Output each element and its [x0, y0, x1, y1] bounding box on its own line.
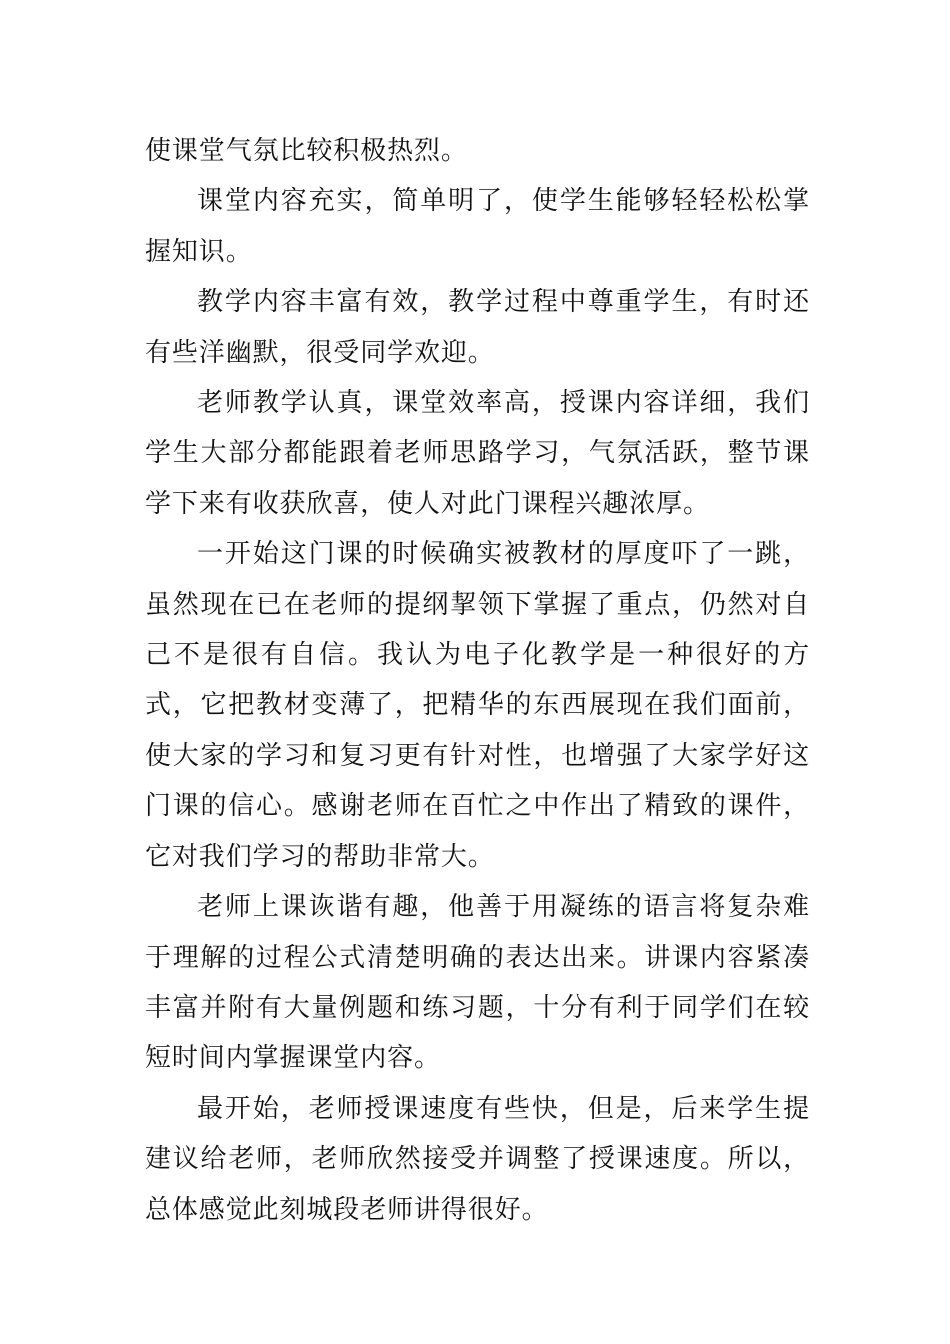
paragraph: 老师上课诙谐有趣，他善于用凝练的语言将复杂难于理解的过程公式清楚明确的表达出来。讲课内容紧凑丰富并附有大量例题和练习题，十分有利于同学们在较短时间内掌握课堂内容。 — [145, 892, 810, 1074]
paragraph: 最开始，老师授课速度有些快，但是，后来学生提建议给老师，老师欣然接受并调整了授课速度。所以，总体感觉此刻城段老师讲得很好。 — [145, 1093, 810, 1225]
paragraph: 教学内容丰富有效，教学过程中尊重学生，有时还有些洋幽默，很受同学欢迎。 — [145, 287, 810, 368]
paragraph-continuation: 使课堂气氛比较积极热烈。 — [145, 136, 468, 166]
paragraph: 课堂内容充实，简单明了，使学生能够轻轻松松掌握知识。 — [145, 186, 810, 267]
document-body — [145, 126, 810, 1235]
paragraph: 一开始这门课的时候确实被教材的厚度吓了一跳，虽然现在已在老师的提纲挈领下掌握了重点，仍然对自己不是很有自信。我认为电子化教学是一种很好的方式，它把教材变薄了，把精华的东西展现在我们面前，使大家的学习和复习更有针对性，也增强了大家学好这门课的信心。感谢老师在百忙之中作出了精致的课件，它对我们学习的帮助非常大。 — [145, 539, 810, 872]
paragraph: 老师教学认真，课堂效率高，授课内容详细，我们学生大部分都能跟着老师思路学习，气氛活跃，整节课学下来有收获欣喜，使人对此门课程兴趣浓厚。 — [145, 388, 810, 519]
